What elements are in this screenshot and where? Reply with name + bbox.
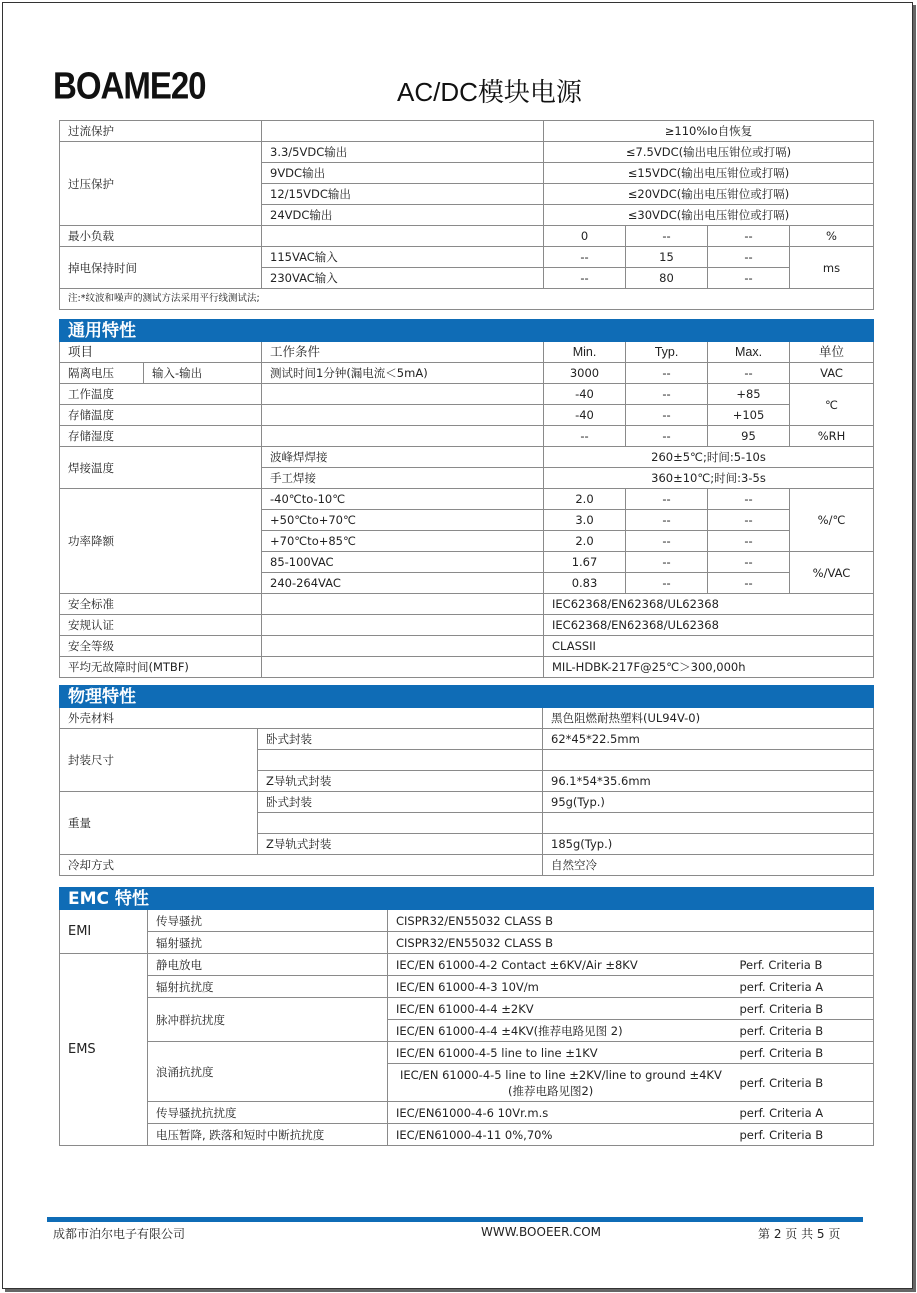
table-row: Z导轨式封装 96.1*54*35.6mm <box>60 771 874 792</box>
table-row: 焊接温度 波峰焊焊接 260±5℃;时间:5-10s <box>60 447 874 468</box>
table-row: 9VDC输出 ≤15VDC(输出电压钳位或打嗝) <box>60 163 874 184</box>
table-row: 掉电保持时间 115VAC输入 -- 15 -- ms <box>60 247 874 268</box>
table-row: IEC/EN 61000-4-5 line to line ±2KV/line to ground ±4KV (推荐电路见图2) perf. Criteria B <box>60 1064 874 1102</box>
table-row: 安全标准 IEC62368/EN62368/UL62368 <box>60 594 874 615</box>
test-note: 注:*纹波和噪声的测试方法采用平行线测试法; <box>60 289 874 310</box>
table-row <box>60 121 874 142</box>
table-row: 传导骚扰抗扰度 IEC/EN61000-4-6 10Vr.m.s perf. Criteria A <box>60 1102 874 1124</box>
table-row: +70℃to+85℃ 2.0 -- -- <box>60 531 874 552</box>
footer-page-number: 第 2 页 共 5 页 <box>758 1227 841 1241</box>
holdup-label: 掉电保持时间 <box>60 247 262 289</box>
overvoltage-label: 过压保护 <box>60 142 262 226</box>
footer-company: 成都市泊尔电子有限公司 <box>53 1227 186 1241</box>
table-row: 辐射抗扰度 IEC/EN 61000-4-3 10V/m perf. Criteria A <box>60 976 874 998</box>
table-row: 24VDC输出 ≤30VDC(输出电压钳位或打嗝) <box>60 205 874 226</box>
table-row: EMS 静电放电 IEC/EN 61000-4-2 Contact ±6KV/Air ±8KV Perf. Criteria B <box>60 954 874 976</box>
footer-divider <box>47 1217 863 1222</box>
physical-table <box>59 685 874 876</box>
table-row: 隔离电压 输入-输出 测试时间1分钟(漏电流＜5mA) 3000 -- -- VAC <box>60 363 874 384</box>
document-title: AC/DC模块电源 <box>397 77 582 107</box>
table-row <box>60 289 874 310</box>
table-header-row: 项目 工作条件 Min. Typ. Max. 单位 <box>60 342 874 363</box>
table-row: 重量 卧式封装 95g(Typ.) <box>60 792 874 813</box>
table-row: 浪涌抗扰度 IEC/EN 61000-4-5 line to line ±1KV perf. Criteria B <box>60 1042 874 1064</box>
table-row: 封装尺寸 卧式封装 62*45*22.5mm <box>60 729 874 750</box>
table-row: 外壳材料 黑色阻燃耐热塑料(UL94V-0) <box>60 708 874 729</box>
table-row: 过压保护 3.3/5VDC输出 ≤7.5VDC(输出电压钳位或打嗝) <box>60 142 874 163</box>
table-row: 平均无故障时间(MTBF) MIL-HDBK-217F@25℃＞300,000h <box>60 657 874 678</box>
table-row: 手工焊接 360±10℃;时间:3-5s <box>60 468 874 489</box>
emc-table <box>59 887 874 1146</box>
table-row: 辐射骚扰 CISPR32/EN55032 CLASS B <box>60 932 874 954</box>
table-row: 12/15VDC输出 ≤20VDC(输出电压钳位或打嗝) <box>60 184 874 205</box>
footer-website[interactable]: WWW.BOOEER.COM <box>481 1225 602 1239</box>
table-row: 工作温度 -40 -- +85 ℃ <box>60 384 874 405</box>
table-row: 最小负载 0 -- -- % <box>60 226 874 247</box>
table-row: +50℃to+70℃ 3.0 -- -- <box>60 510 874 531</box>
table-row: 功率降额 -40℃to-10℃ 2.0 -- -- %/℃ <box>60 489 874 510</box>
table-row: EMI 传导骚扰 CISPR32/EN55032 CLASS B <box>60 910 874 932</box>
protection-table <box>59 120 874 310</box>
minload-label: 最小负载 <box>60 226 262 247</box>
table-row: 冷却方式 自然空冷 <box>60 855 874 876</box>
table-row: 安规认证 IEC62368/EN62368/UL62368 <box>60 615 874 636</box>
table-row: 存储湿度 -- -- 95 %RH <box>60 426 874 447</box>
table-row: 安全等级 CLASSII <box>60 636 874 657</box>
overcurrent-label: 过流保护 <box>60 121 262 142</box>
table-row: IEC/EN 61000-4-4 ±4KV(推荐电路见图 2) perf. Criteria B <box>60 1020 874 1042</box>
table-row: 240-264VAC 0.83 -- -- <box>60 573 874 594</box>
table-row: Z导轨式封装 185g(Typ.) <box>60 834 874 855</box>
table-row: 85-100VAC 1.67 -- -- %/VAC <box>60 552 874 573</box>
table-row: 存储温度 -40 -- +105 <box>60 405 874 426</box>
overcurrent-value: ≥110%Io自恢复 <box>544 121 874 142</box>
section-title-emc: EMC 特性 <box>60 888 874 910</box>
table-row: 电压暂降, 跌落和短时中断抗扰度 IEC/EN61000-4-11 0%,70% perf. Criteria B <box>60 1124 874 1146</box>
table-row: 脉冲群抗扰度 IEC/EN 61000-4-4 ±2KV perf. Criteria B <box>60 998 874 1020</box>
brand-logo: BOAME20 <box>53 64 206 107</box>
general-table <box>59 319 874 678</box>
section-title-physical: 物理特性 <box>60 686 874 708</box>
section-title-general: 通用特性 <box>60 320 874 342</box>
table-row: 230VAC输入 -- 80 -- <box>60 268 874 289</box>
